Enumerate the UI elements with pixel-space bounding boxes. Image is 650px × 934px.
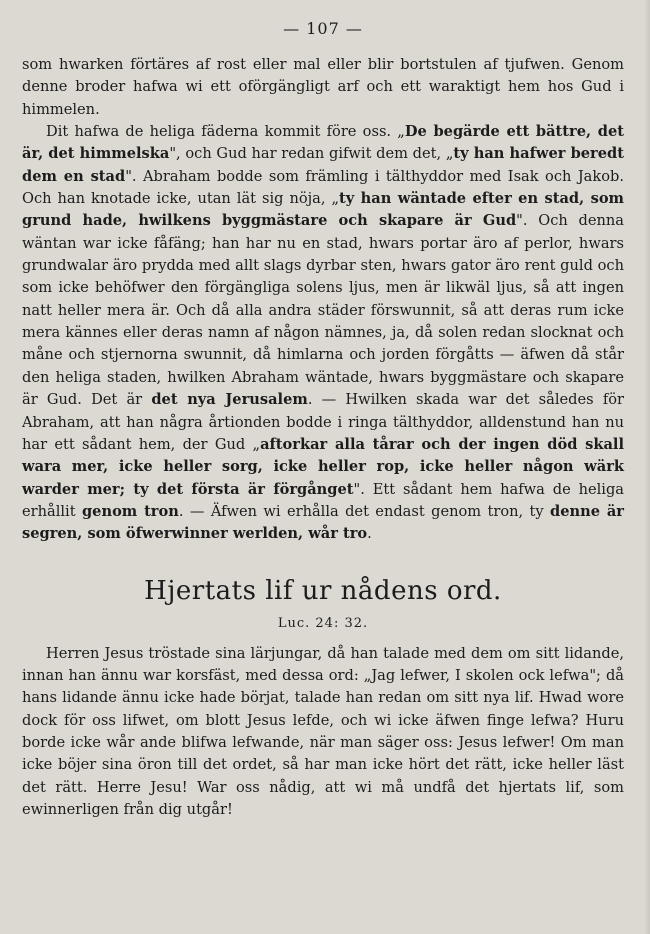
paragraph-2 — [22, 121, 624, 546]
paragraph-1 — [22, 54, 624, 121]
scripture-reference: Luc. 24: 32. — [277, 615, 369, 631]
p2-bold-7: denne är segren, som öfwerwinner werlden, wår tro — [22, 502, 624, 543]
p2-text-2: ", och Gud har redan gifwit dem det, „ — [169, 145, 454, 163]
p2-text-4: ". Och denna wäntan war icke fåfäng; han har nu en stad, hwars portar äro af perlor, hwars grundwalar äro prydda med allt slags dyrbar sten, hwars gator äro rent guld och som icke behöfwer den förgängliga solens ljus, men är likwäl ljus, så att ingen natt heller mera är. Och då alla andra städer förswunnit, så att deras rum icke mera kännes eller deras namn af någon nämnes, ja, då solen redan slocknat och måne och stjernorna swunnit, då himlarna och jorden förgåtts — äfwen då står den heliga staden, hwilken Abraham wäntade, hwars byggmästare och skapare är Gud. Det är — [22, 212, 624, 409]
p1-text-1: som hwarken förtäres af rost eller mal eller blir bortstulen af tjufwen. Genom denne broder hafwa wi ett oförgängligt arf och ett waraktigt hem hos Gud i himmelen. — [22, 56, 624, 118]
paragraph-3 — [22, 643, 624, 822]
page-edge-shadow — [644, 0, 650, 934]
p2-text-1: Dit hafwa de heliga fäderna kommit före oss. „ — [46, 123, 405, 141]
p2-bold-5: aftorkar alla tårar och der ingen död skall wara mer, icke heller sorg, icke heller rop, icke heller någon wärk warder mer; ty det första är förgånget — [22, 435, 624, 498]
page-number: — 107 — — [283, 19, 363, 38]
p2-text-7: . — Äfwen wi erhålla det endast genom tron, ty — [178, 502, 551, 520]
p2-text-6: ". Ett sådant hem hafwa de heliga erhållit — [22, 480, 624, 520]
p3-text-1: Herren Jesus tröstade sina lärjungar, då han talade med dem om sitt lidande, innan han ännu war korsfäst, med dessa ord: „Jag lefwer, I skolen ock lefwa"; då hans lidande ännu icke hade börjat, talade han redan om sitt nya lif. Hwad wore dock för oss lifwet, om blott Jesus lefde, och wi icke äfwen finge lefwa? Huru borde icke wår ande blifwa lefwande, när man säger oss: Jesus lefwer! Om man icke böjer sina öron till det ordet, så har man icke hört det rätt, icke heller läst det rätt. Herre Jesu! War oss nådig, att wi må undfå det hjertats lif, som ewinnerligen från dig utgår! — [22, 644, 624, 818]
p2-bold-4: det nya Jerusalem — [151, 391, 308, 409]
p2-bold-2: ty han hafwer beredt dem en stad — [22, 145, 624, 185]
section-heading: Hjertats lif ur nådens ord. — [144, 575, 502, 606]
p2-text-3: ". Abraham bodde som främling i tälthyddor med Isak och Jakob. Och han knotade icke, utan lät sig nöja, „ — [22, 167, 624, 208]
p2-bold-1: De begärde ett bättre, det är, det himmelska — [22, 123, 624, 163]
body-text-2 — [22, 643, 624, 822]
p2-bold-3: ty han wäntade efter en stad, som grund hade, hwilkens byggmästare och skapare är Gud — [22, 190, 624, 230]
p2-bold-6: genom tron — [81, 502, 179, 520]
body-text — [22, 54, 624, 546]
p2-text-8: . — [367, 525, 372, 543]
p2-text-5: . — Hwilken skada war det således för Abraham, att han några årtionden bodde i ringa tälthyddor, alldenstund han nu har ett sådant hem, der Gud „ — [22, 391, 624, 453]
